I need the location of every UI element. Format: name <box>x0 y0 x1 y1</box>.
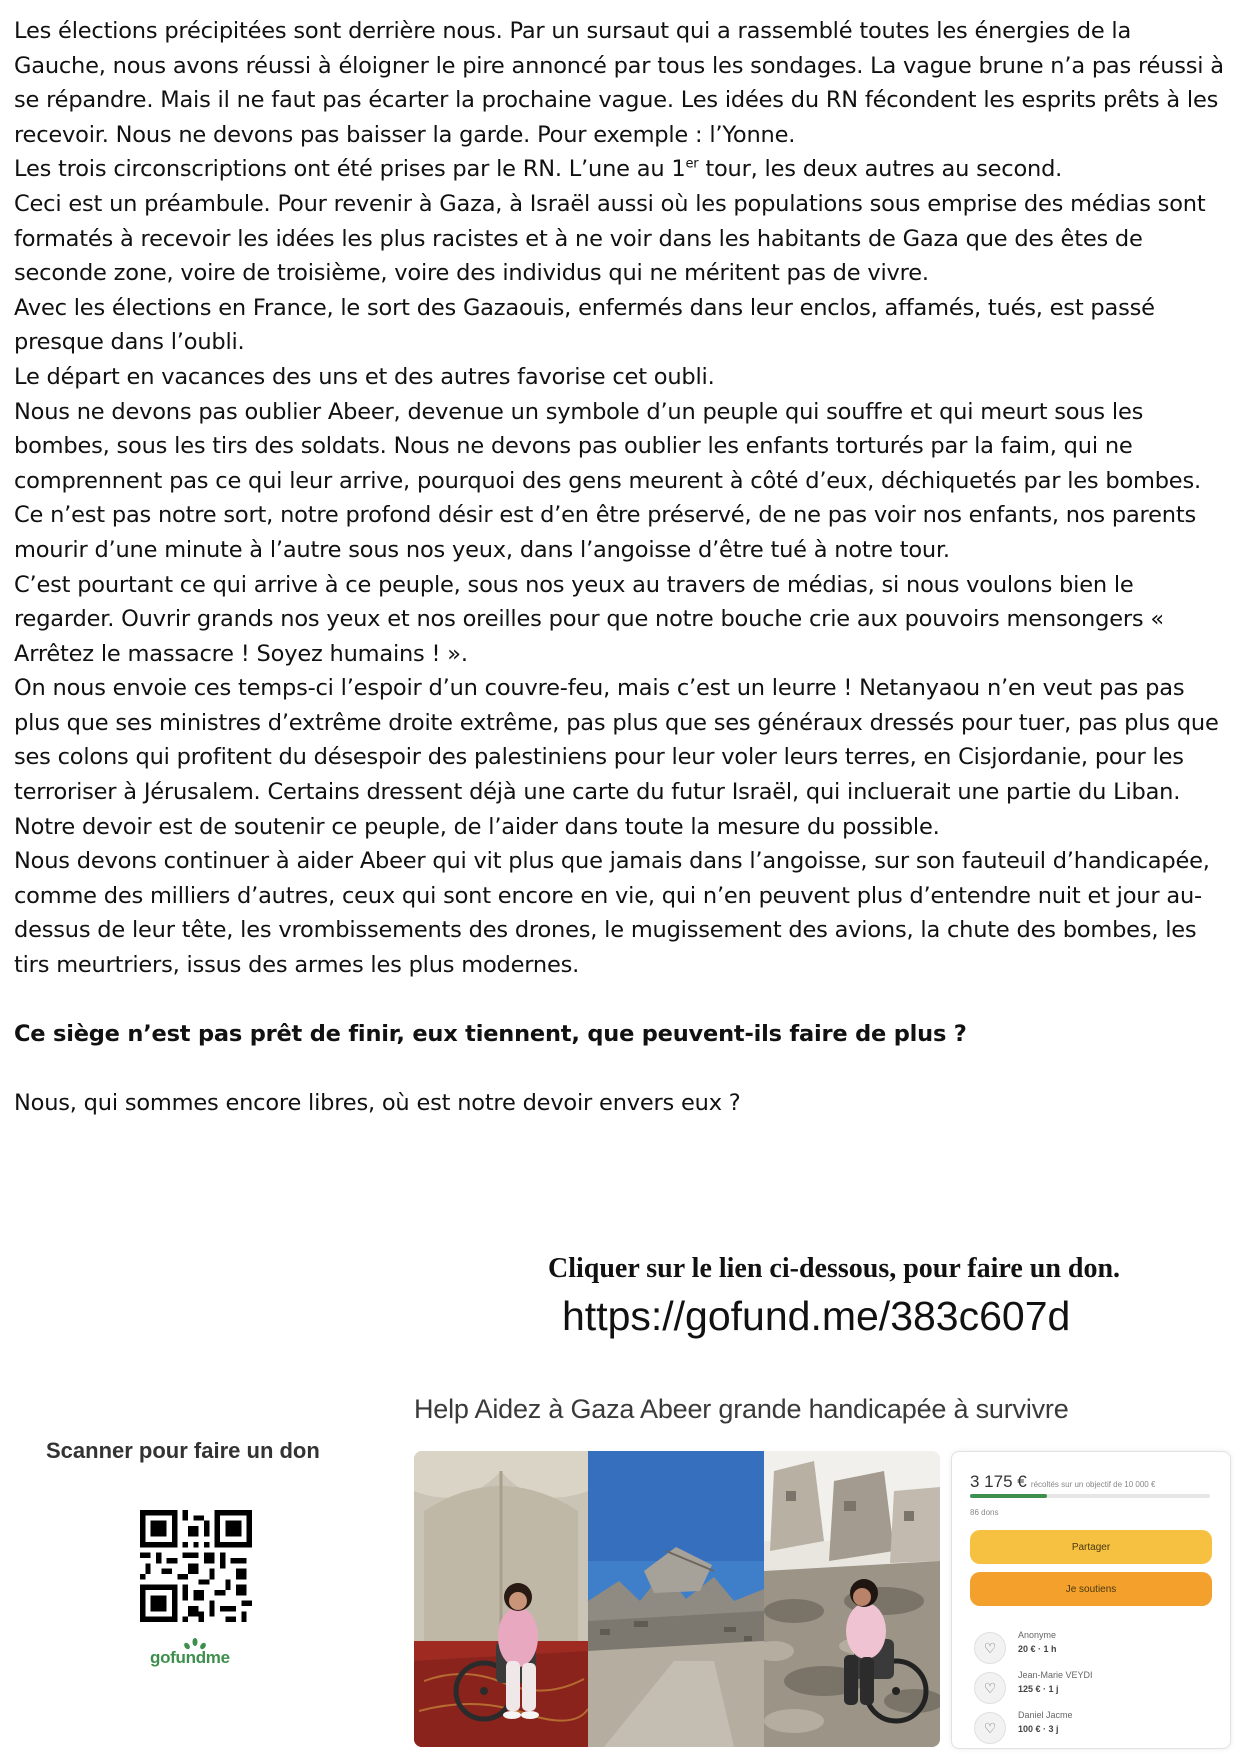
share-button[interactable]: Partager <box>970 1530 1212 1564</box>
donor-name: Anonyme <box>1018 1630 1057 1640</box>
donor-item <box>974 1710 1214 1746</box>
donor-amount: 20 € · 1 h <box>1018 1644 1057 1654</box>
paragraph-10: Notre devoir est de soutenir ce peuple, de l’aider dans toute la mesure du possible. <box>14 813 940 840</box>
donor-item <box>974 1670 1214 1706</box>
paragraph-4: Avec les élections en France, le sort des Gazaouis, enfermés dans leur enclos, affamés, tués, est passé presque dans l’oubli. <box>14 294 1155 356</box>
paragraph-closing: Nous, qui sommes encore libres, où est notre devoir envers eux ? <box>14 1090 741 1117</box>
paragraph-9: On nous envoie ces temps-ci l’espoir d’un couvre-feu, mais c’est un leurre ! Netanyaou n’en veut pas pas plus que ses ministres d’extrême droite extrême, pas plus que ses généraux dressés pour tuer, pas plus que ses colons qui profitent du désespoir des palestiniens pour leur voler leurs terres, en Cisjordanie, pour les terroriser à Jérusalem. Certains dressent déjà une carte du futur Israël, qui incluerait une partie du Liban. <box>14 675 1219 806</box>
donate-button[interactable]: Je soutiens <box>970 1572 1212 1606</box>
paragraph-7: Ce n’est pas notre sort, notre profond désir est d’en être préservé, de ne pas voir nos enfants, nos parents mourir d’une minute à l’autre sous nos yeux, dans l’angoisse d’être tué à notre tour. <box>14 502 1196 563</box>
paragraph-5: Le départ en vacances des uns et des autres favorise cet oubli. <box>14 363 715 390</box>
qr-panel <box>30 1438 360 1708</box>
donation-link[interactable]: https://gofund.me/383c607d <box>562 1293 1071 1339</box>
donor-name: Daniel Jacme <box>1018 1710 1073 1720</box>
spacer <box>14 1052 1229 1087</box>
donations-count: 86 dons <box>970 1508 999 1517</box>
progress-bar <box>970 1494 1210 1498</box>
paragraph-11: Nous devons continuer à aider Abeer qui vit plus que jamais dans l’angoisse, sur son fauteuil d’handicapée, comme des milliers d’autres, ceux qui sont encore en vie, qui n’en peuvent plus d’entendre nuit et jour au-dessus de leur tête, les vrombissements des drones, le mugissement des avions, la chute des bombes, les tirs meurtriers, issus des armes les plus modernes. <box>14 848 1210 979</box>
spacer <box>14 983 1229 1018</box>
paragraph-6: Nous ne devons pas oublier Abeer, devenue un symbole d’un peuple qui souffre et qui meurt sous les bombes, sous les tirs des soldats. Nous ne devons pas oublier les enfants torturés par la faim, qui ne comprennent pas ce qui leur arrive, pourquoi des gens meurent à côté d’eux, déchiquetés par les bombes. <box>14 398 1201 494</box>
qr-caption: Scanner pour faire un don <box>46 1438 320 1463</box>
heart-hand-icon: ♡ <box>974 1712 1006 1744</box>
qr-code-icon[interactable] <box>140 1510 252 1622</box>
article-body <box>14 14 1229 1121</box>
raised-amount: 3 175 € <box>970 1472 1027 1491</box>
paragraph-8: C’est pourtant ce qui arrive à ce peuple, sous nos yeux au travers de médias, si nous voulons bien le regarder. Ouvrir grands nos yeux et nos oreilles pour que notre bouche crie aux pouvoirs mensongers « Arrêtez le massacre ! Soyez humains ! ». <box>14 571 1164 667</box>
progress-fill <box>970 1494 1047 1498</box>
heart-hand-icon: ♡ <box>974 1632 1006 1664</box>
photo-ruins-wheelchair <box>754 1451 940 1747</box>
heart-hand-icon: ♡ <box>974 1672 1006 1704</box>
paragraph-1: Les élections précipitées sont derrière nous. Par un sursaut qui a rassemblé toutes les énergies de la Gauche, nous avons réussi à éloigner le pire annoncé par tous les sondages. La vague brune n’a pas réussi à se répandre. Mais il ne faut pas écarter la prochaine vague. Les idées du RN fécondent les esprits prêts à les recevoir. Nous ne devons pas baisser la garde. Pour exemple : l’Yonne. <box>14 18 1224 148</box>
donor-item <box>974 1630 1214 1666</box>
donor-name: Jean-Marie VEYDI <box>1018 1670 1093 1680</box>
paragraph-2: Les trois circonscriptions ont été prises par le RN. L’une au 1er tour, les deux autres au second. <box>14 156 1063 183</box>
donation-cta: Cliquer sur le lien ci-dessous, pour faire un don. <box>548 1253 1121 1284</box>
gofundme-logo: gofundme <box>150 1648 230 1667</box>
donor-amount: 125 € · 1 j <box>1018 1684 1059 1694</box>
paragraph-3: Ceci est un préambule. Pour revenir à Gaza, à Israël aussi où les populations sous emprise des médias sont formatés à recevoir les idées les plus racistes et à ne voir dans les habitants de Gaza que des êtes de seconde zone, voire de troisième, voire des individus qui ne méritent pas de vivre. <box>14 190 1206 287</box>
photo-tent-wheelchair <box>414 1451 588 1747</box>
campaign-photos[interactable] <box>414 1451 940 1747</box>
campaign-side-panel <box>951 1451 1231 1749</box>
raised-goal: récoltés sur un objectif de 10 000 € <box>1030 1480 1156 1489</box>
photo-ruins-sky <box>588 1451 764 1747</box>
campaign-title[interactable]: Help Aidez à Gaza Abeer grande handicapée à survivre <box>414 1394 1069 1424</box>
paragraph-bold-question: Ce siège n’est pas prêt de finir, eux tiennent, que peuvent-ils faire de plus ? <box>14 1021 967 1048</box>
raised-summary <box>970 1472 1155 1492</box>
donor-amount: 100 € · 3 j <box>1018 1724 1059 1734</box>
